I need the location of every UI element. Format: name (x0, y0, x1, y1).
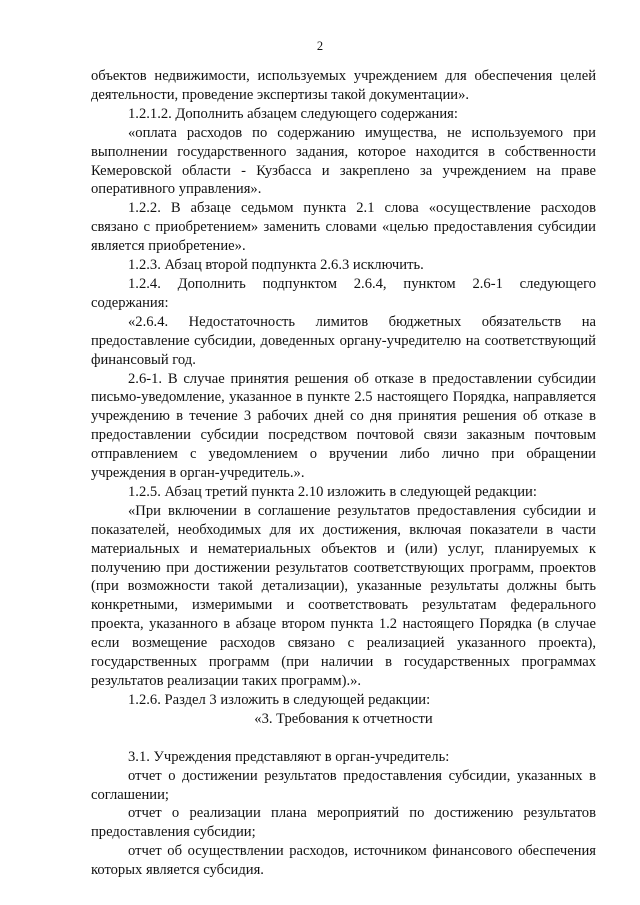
paragraph-1-2-6: 1.2.6. Раздел 3 изложить в следующей редакции: (128, 691, 431, 708)
paragraph-3-1: 3.1. Учреждения представляют в орган-учредитель: (128, 748, 450, 765)
page-number: 2 (316, 39, 324, 53)
paragraph-quote-property-costs: «оплата расходов по содержанию имущества, не используемого при выполнении государственного задания, которое находится в собственности Кемеровской области - Кузбасса и закреплено за учреждением на праве оперативного управления». (91, 124, 596, 198)
paragraph-2-6-1: 2.6-1. В случае принятия решения об отказе в предоставлении субсидии письмо-уведомление, указанное в пункте 2.5 настоящего Порядка, направляется учреждению в течение 3 рабочих дней со дня принятия решения об отказе в предоставлении субсидии посредством почтовой связи заказным почтовым отправлением с уведомлением о вручении либо лично при обращении учреждения в орган-учредитель.». (91, 370, 596, 482)
paragraph-1-2-1-2: 1.2.1.2. Дополнить абзацем следующего содержания: (128, 105, 458, 122)
paragraph-1-2-4: 1.2.4. Дополнить подпунктом 2.6.4, пунктом 2.6-1 следующего содержания: (91, 275, 596, 311)
blank-line (91, 729, 596, 748)
paragraph-2-6-4: «2.6.4. Недостаточность лимитов бюджетных обязательств на предоставление субсидии, доведенных органу-учредителю на соответствующий финансовый год. (91, 313, 596, 368)
paragraph-1-2-5: 1.2.5. Абзац третий пункта 2.10 изложить в следующей редакции: (128, 483, 537, 500)
paragraph-1-2-3: 1.2.3. Абзац второй подпункта 2.6.3 исключить. (128, 257, 424, 274)
paragraph-report-plan: отчет о реализации плана мероприятий по достижению результатов предоставления субсидии; (91, 805, 596, 841)
paragraph-report-expenses: отчет об осуществлении расходов, источником финансового обеспечения которых является субсидия. (91, 843, 596, 879)
paragraph-continuation: объектов недвижимости, используемых учреждением для обеспечения целей деятельности, проведение экспертизы такой документации». (91, 68, 596, 103)
paragraph-report-results: отчет о достижении результатов предоставления субсидии, указанных в соглашении; (91, 767, 596, 803)
paragraph-quote-results: «При включении в соглашение результатов предоставления субсидии и показателей, необходимых для их достижения, включая показатели в части материальных и нематериальных объектов и (или) услуг, планируемых к получению при достижении результатов соответствующих программ, проектов (при возможности такой детализации), указанные результаты должны быть конкретными, измеримыми и соответствовать результатам федерального проекта, указанного в абзаце втором пункта 1.2 настоящего Порядка (в случае если возмещение расходов связано с реализацией указанного проекта), государственных программ (при наличии в государственных программах результатов реализации таких программ).». (91, 502, 596, 689)
section-heading: «3. Требования к отчетности (254, 710, 433, 727)
paragraph-1-2-2: 1.2.2. В абзаце седьмом пункта 2.1 слова «осуществление расходов связано с приобретением» заменить словами «целью предоставления субсидии является приобретение». (91, 200, 596, 255)
document-body (91, 67, 596, 880)
